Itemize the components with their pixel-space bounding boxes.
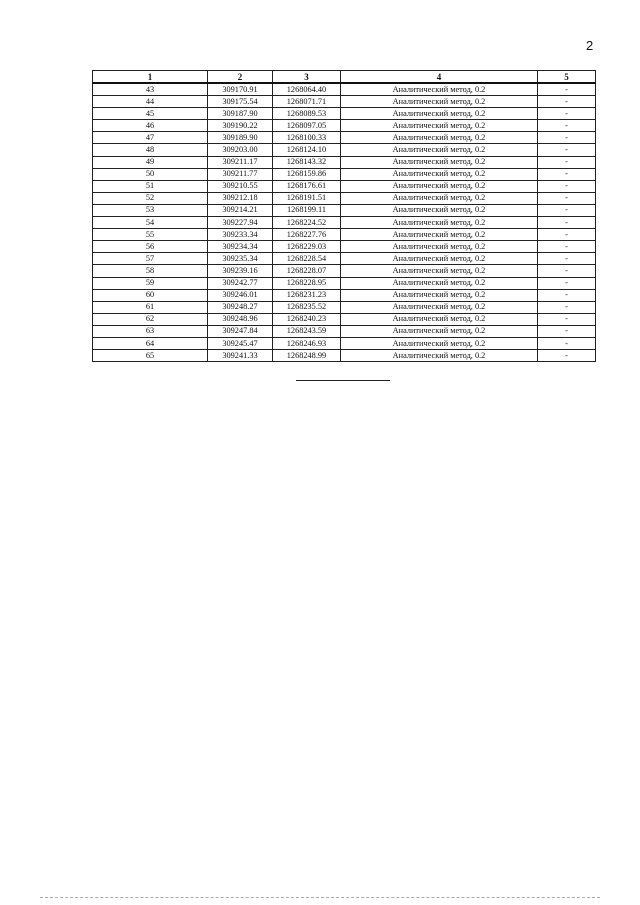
footer-divider (40, 897, 600, 898)
table-cell-col-4: Аналитический метод, 0.2 (341, 108, 538, 120)
table-cell-col-2: 309211.17 (208, 156, 273, 168)
table-cell-col-5: - (538, 108, 596, 120)
table-cell-col-1: 62 (93, 313, 208, 325)
table-cell-col-5: - (538, 192, 596, 204)
table-cell-col-2: 309242.77 (208, 277, 273, 289)
table-cell-col-1: 50 (93, 168, 208, 180)
table-cell-col-4: Аналитический метод, 0.2 (341, 289, 538, 301)
table-cell-col-1: 61 (93, 301, 208, 313)
header-col-1: 1 (93, 71, 208, 84)
table-cell-col-4: Аналитический метод, 0.2 (341, 156, 538, 168)
table-cell-col-4: Аналитический метод, 0.2 (341, 96, 538, 108)
table-cell-col-3: 1268159.86 (273, 168, 341, 180)
table-row (93, 192, 596, 204)
table-cell-col-5: - (538, 96, 596, 108)
table-cell-col-2: 309233.34 (208, 229, 273, 241)
table-cell-col-2: 309214.21 (208, 204, 273, 216)
table-cell-col-2: 309227.94 (208, 217, 273, 229)
table-cell-col-3: 1268243.59 (273, 325, 341, 337)
table-cell-col-1: 47 (93, 132, 208, 144)
table-row (93, 120, 596, 132)
table-cell-col-5: - (538, 83, 596, 96)
table-row (93, 325, 596, 337)
table-cell-col-5: - (538, 180, 596, 192)
header-col-3: 3 (273, 71, 341, 84)
table-cell-col-3: 1268064.40 (273, 83, 341, 96)
table-cell-col-3: 1268248.99 (273, 350, 341, 362)
table-cell-col-1: 54 (93, 217, 208, 229)
header-col-2: 2 (208, 71, 273, 84)
table-row (93, 83, 596, 96)
table-cell-col-1: 51 (93, 180, 208, 192)
table-cell-col-1: 65 (93, 350, 208, 362)
table-cell-col-1: 57 (93, 253, 208, 265)
table-cell-col-4: Аналитический метод, 0.2 (341, 277, 538, 289)
table-row (93, 313, 596, 325)
table-cell-col-5: - (538, 325, 596, 337)
table-cell-col-3: 1268229.03 (273, 241, 341, 253)
table-cell-col-1: 55 (93, 229, 208, 241)
table-cell-col-2: 309248.27 (208, 301, 273, 313)
table-cell-col-1: 64 (93, 337, 208, 349)
table-cell-col-3: 1268100.33 (273, 132, 341, 144)
table-cell-col-5: - (538, 313, 596, 325)
table-row (93, 132, 596, 144)
table-cell-col-4: Аналитический метод, 0.2 (341, 132, 538, 144)
table-row (93, 156, 596, 168)
table-cell-col-3: 1268228.07 (273, 265, 341, 277)
table-cell-col-2: 309247.84 (208, 325, 273, 337)
table-row (93, 301, 596, 313)
table-cell-col-2: 309203.00 (208, 144, 273, 156)
table-cell-col-5: - (538, 156, 596, 168)
table-cell-col-3: 1268231.23 (273, 289, 341, 301)
table-row (93, 168, 596, 180)
table-row (93, 96, 596, 108)
end-divider (296, 380, 390, 381)
table-cell-col-5: - (538, 168, 596, 180)
table-cell-col-4: Аналитический метод, 0.2 (341, 337, 538, 349)
table-cell-col-2: 309239.16 (208, 265, 273, 277)
table-cell-col-2: 309246.01 (208, 289, 273, 301)
table-cell-col-2: 309245.47 (208, 337, 273, 349)
table-cell-col-1: 44 (93, 96, 208, 108)
table-cell-col-2: 309241.33 (208, 350, 273, 362)
header-col-4: 4 (341, 71, 538, 84)
table-cell-col-3: 1268191.51 (273, 192, 341, 204)
table-cell-col-4: Аналитический метод, 0.2 (341, 253, 538, 265)
coordinates-table (92, 70, 596, 362)
page-number: 2 (586, 38, 594, 53)
table-cell-col-1: 63 (93, 325, 208, 337)
table-cell-col-4: Аналитический метод, 0.2 (341, 192, 538, 204)
table-cell-col-4: Аналитический метод, 0.2 (341, 120, 538, 132)
table-cell-col-3: 1268227.76 (273, 229, 341, 241)
table-cell-col-3: 1268071.71 (273, 96, 341, 108)
header-col-5: 5 (538, 71, 596, 84)
table-cell-col-3: 1268143.32 (273, 156, 341, 168)
table-cell-col-3: 1268240.23 (273, 313, 341, 325)
table-cell-col-3: 1268089.53 (273, 108, 341, 120)
table-cell-col-4: Аналитический метод, 0.2 (341, 241, 538, 253)
table-cell-col-2: 309170.91 (208, 83, 273, 96)
table-cell-col-2: 309235.34 (208, 253, 273, 265)
table-cell-col-5: - (538, 204, 596, 216)
table-cell-col-1: 45 (93, 108, 208, 120)
table-cell-col-3: 1268124.10 (273, 144, 341, 156)
table-row (93, 253, 596, 265)
table-row (93, 350, 596, 362)
table-cell-col-4: Аналитический метод, 0.2 (341, 325, 538, 337)
table-cell-col-5: - (538, 253, 596, 265)
table-cell-col-4: Аналитический метод, 0.2 (341, 204, 538, 216)
table-cell-col-4: Аналитический метод, 0.2 (341, 313, 538, 325)
table-cell-col-4: Аналитический метод, 0.2 (341, 217, 538, 229)
table-header-row (93, 71, 596, 84)
table-cell-col-1: 46 (93, 120, 208, 132)
table-cell-col-3: 1268246.93 (273, 337, 341, 349)
table-cell-col-5: - (538, 265, 596, 277)
table-row (93, 241, 596, 253)
table-cell-col-3: 1268176.61 (273, 180, 341, 192)
table-row (93, 229, 596, 241)
table-cell-col-4: Аналитический метод, 0.2 (341, 180, 538, 192)
table-cell-col-1: 43 (93, 83, 208, 96)
table-cell-col-5: - (538, 337, 596, 349)
table-cell-col-2: 309211.77 (208, 168, 273, 180)
table-cell-col-4: Аналитический метод, 0.2 (341, 301, 538, 313)
table-row (93, 180, 596, 192)
table-cell-col-4: Аналитический метод, 0.2 (341, 265, 538, 277)
table-cell-col-3: 1268228.95 (273, 277, 341, 289)
table-cell-col-3: 1268235.52 (273, 301, 341, 313)
table-cell-col-1: 52 (93, 192, 208, 204)
table-row (93, 265, 596, 277)
table-row (93, 289, 596, 301)
table-cell-col-5: - (538, 217, 596, 229)
table-cell-col-1: 59 (93, 277, 208, 289)
table-cell-col-5: - (538, 229, 596, 241)
table-cell-col-2: 309210.55 (208, 180, 273, 192)
table-row (93, 108, 596, 120)
table-cell-col-5: - (538, 350, 596, 362)
table-cell-col-1: 56 (93, 241, 208, 253)
table-cell-col-2: 309189.90 (208, 132, 273, 144)
table-cell-col-1: 48 (93, 144, 208, 156)
table-cell-col-5: - (538, 289, 596, 301)
table-row (93, 217, 596, 229)
table-cell-col-2: 309212.18 (208, 192, 273, 204)
table-row (93, 144, 596, 156)
table-cell-col-5: - (538, 144, 596, 156)
table-cell-col-2: 309187.90 (208, 108, 273, 120)
table-cell-col-5: - (538, 301, 596, 313)
table-cell-col-2: 309190.22 (208, 120, 273, 132)
table-cell-col-2: 309234.34 (208, 241, 273, 253)
table-cell-col-4: Аналитический метод, 0.2 (341, 229, 538, 241)
table-cell-col-1: 53 (93, 204, 208, 216)
table-cell-col-4: Аналитический метод, 0.2 (341, 350, 538, 362)
table-cell-col-5: - (538, 132, 596, 144)
table-cell-col-3: 1268199.11 (273, 204, 341, 216)
table-cell-col-5: - (538, 277, 596, 289)
table-cell-col-2: 309248.96 (208, 313, 273, 325)
table-row (93, 277, 596, 289)
table-cell-col-3: 1268224.52 (273, 217, 341, 229)
table-cell-col-1: 49 (93, 156, 208, 168)
table-cell-col-1: 60 (93, 289, 208, 301)
table-cell-col-1: 58 (93, 265, 208, 277)
table-row (93, 204, 596, 216)
table-row (93, 337, 596, 349)
table-cell-col-4: Аналитический метод, 0.2 (341, 168, 538, 180)
table-cell-col-5: - (538, 120, 596, 132)
table-cell-col-2: 309175.54 (208, 96, 273, 108)
table-cell-col-4: Аналитический метод, 0.2 (341, 144, 538, 156)
table-cell-col-5: - (538, 241, 596, 253)
table-body (93, 83, 596, 362)
table-cell-col-3: 1268228.54 (273, 253, 341, 265)
table-cell-col-3: 1268097.05 (273, 120, 341, 132)
table-cell-col-4: Аналитический метод, 0.2 (341, 83, 538, 96)
